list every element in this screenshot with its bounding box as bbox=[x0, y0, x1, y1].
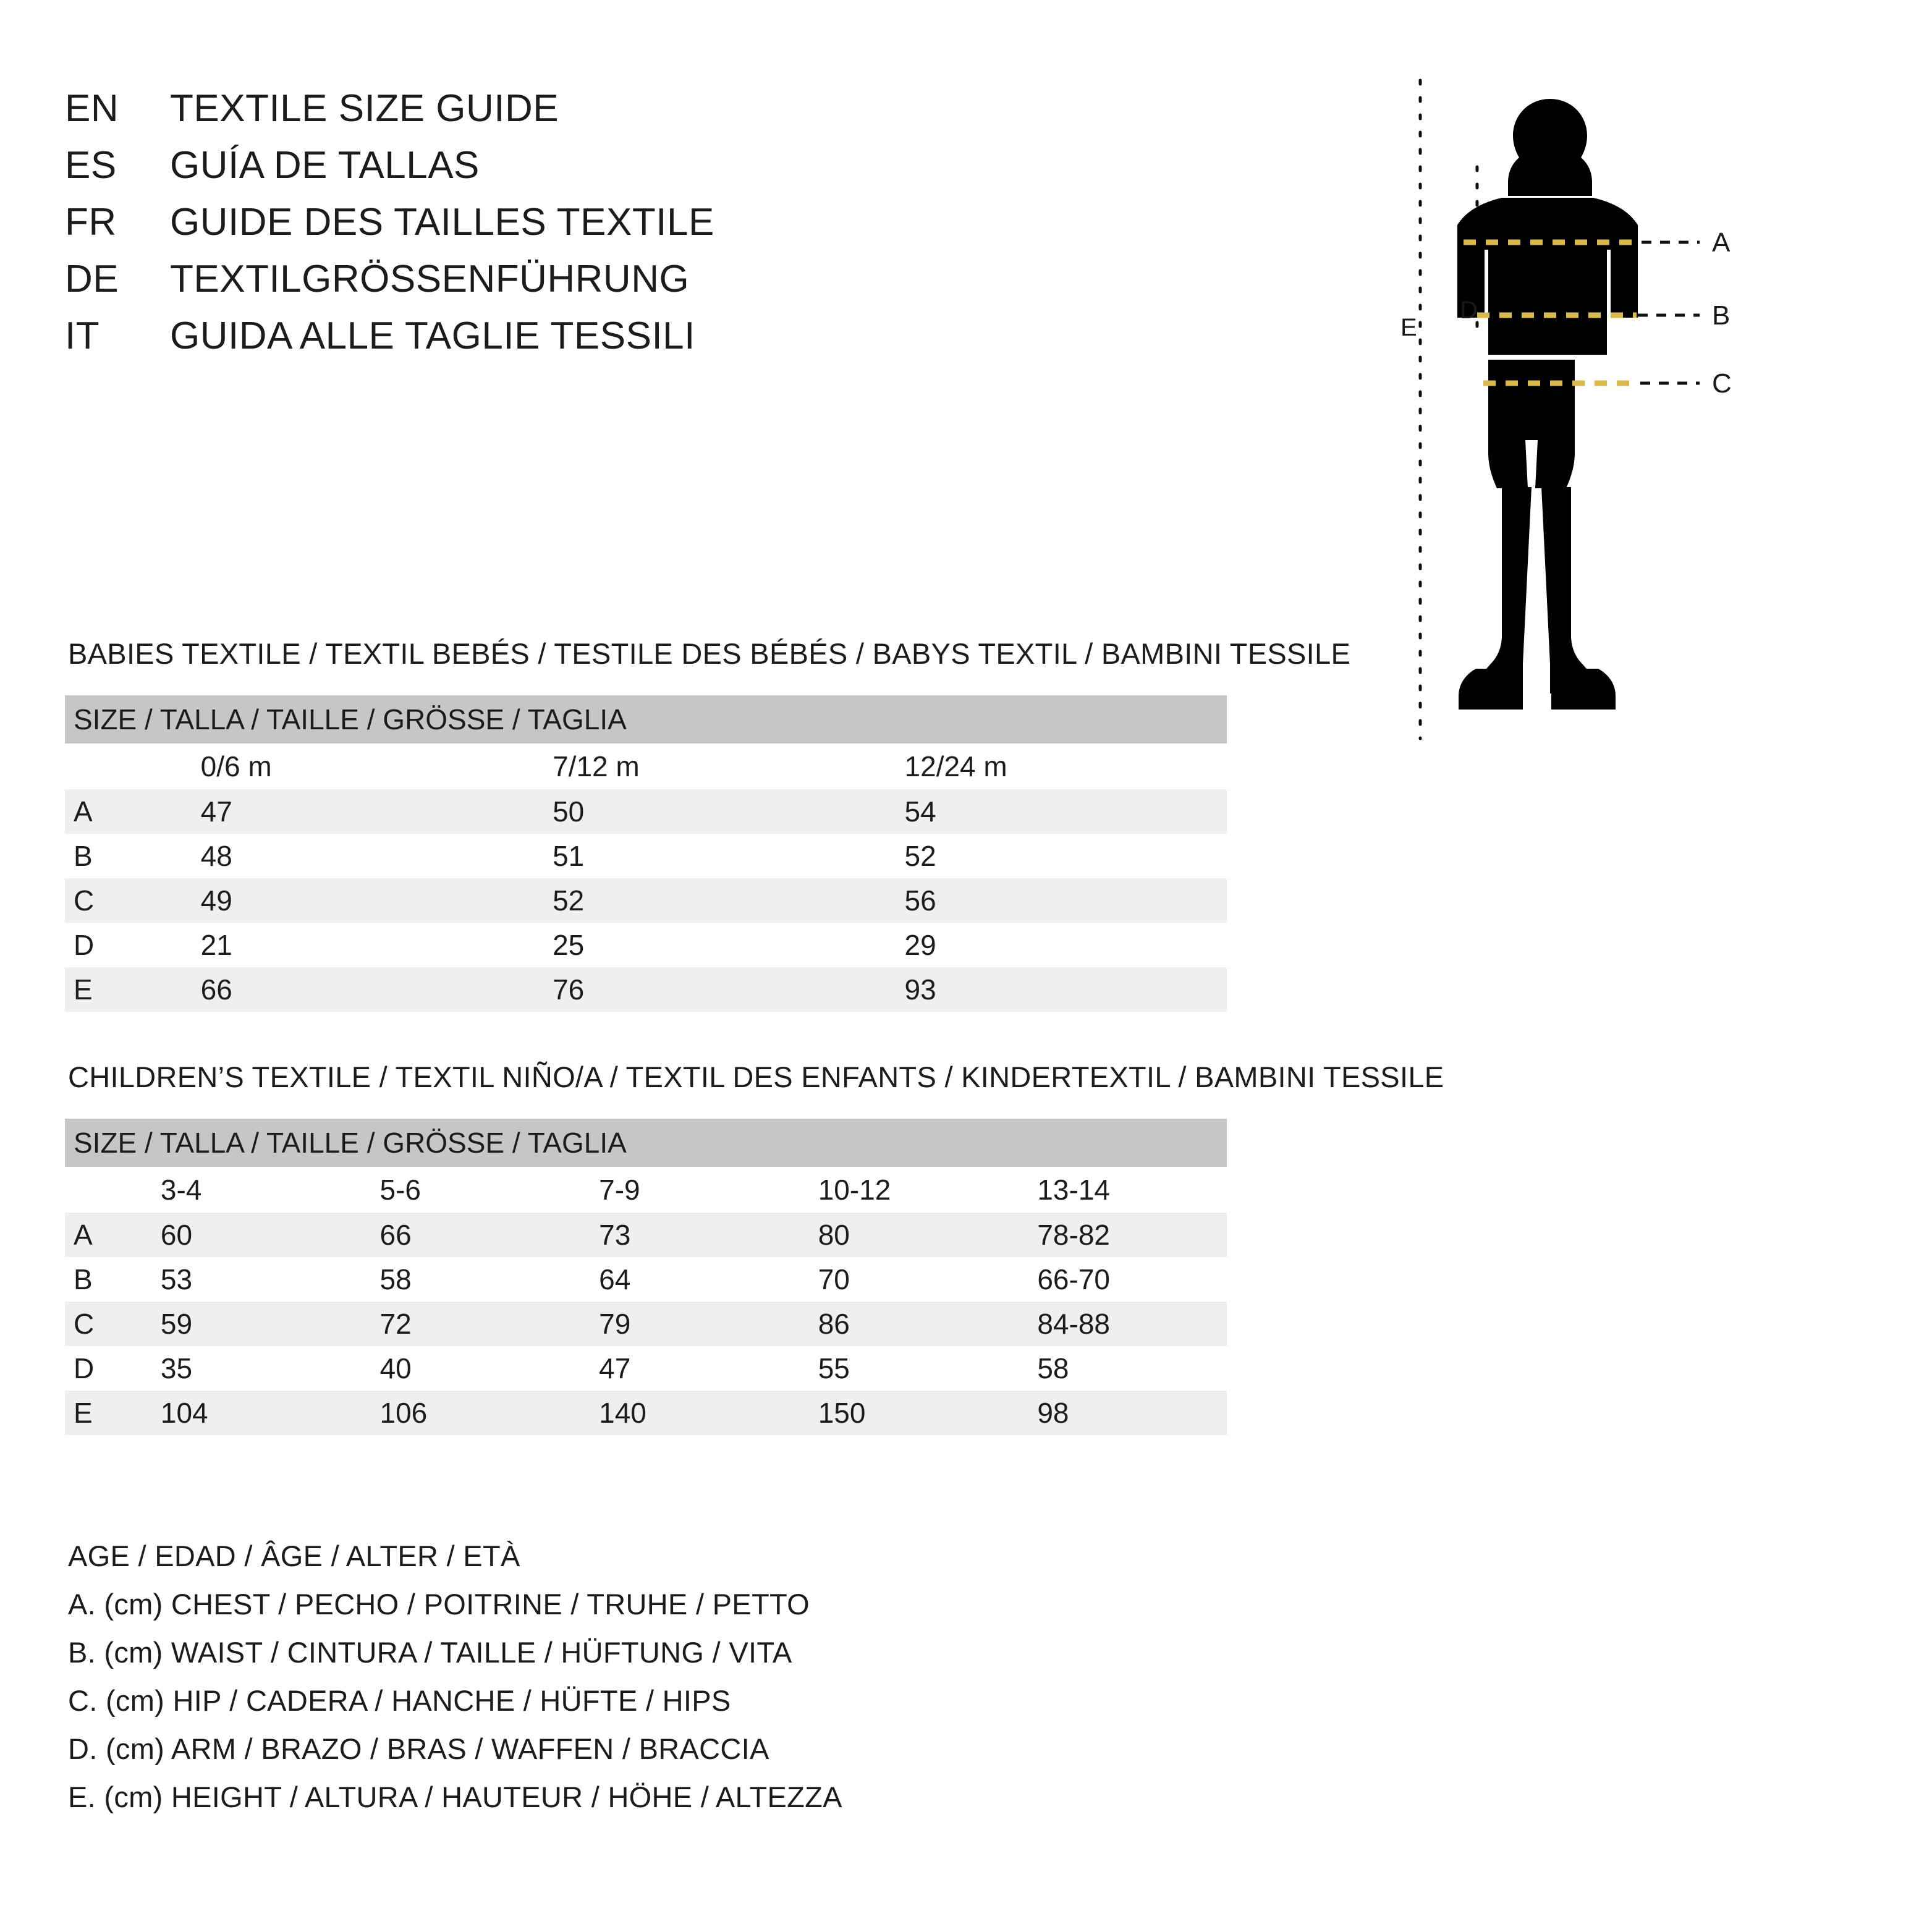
babies-column-0: 0/6 m bbox=[171, 744, 523, 789]
legend-line-hip: C. (cm) HIP / CADERA / HANCHE / HÜFTE / HIPS bbox=[68, 1684, 731, 1717]
row-cell: 47 bbox=[569, 1346, 789, 1391]
row-cell: 59 bbox=[131, 1302, 350, 1346]
row-cell: 58 bbox=[350, 1257, 570, 1302]
children-column-0: 3-4 bbox=[131, 1167, 350, 1213]
title-text-it: GUIDA ALLE TAGLIE TESSILI bbox=[170, 315, 695, 357]
title-row-de bbox=[65, 257, 1239, 314]
title-block bbox=[65, 87, 1239, 371]
row-cell: 80 bbox=[789, 1213, 1008, 1257]
child-silhouette bbox=[1457, 99, 1638, 710]
table-row bbox=[65, 1391, 1227, 1435]
row-cell: 21 bbox=[171, 923, 523, 967]
title-text-de: TEXTILGRÖSSENFÜHRUNG bbox=[170, 258, 690, 300]
title-row-it bbox=[65, 314, 1239, 371]
row-cell: 47 bbox=[171, 789, 523, 834]
table-header-row bbox=[65, 695, 1227, 744]
row-cell: 93 bbox=[875, 967, 1227, 1012]
language-code-it: IT bbox=[65, 315, 100, 357]
children-size-table bbox=[65, 1119, 1227, 1435]
table-row bbox=[65, 1257, 1227, 1302]
row-label: C bbox=[65, 1302, 131, 1346]
row-cell: 70 bbox=[789, 1257, 1008, 1302]
row-cell: 66-70 bbox=[1007, 1257, 1227, 1302]
children-column-1: 5-6 bbox=[350, 1167, 570, 1213]
children-column-2: 7-9 bbox=[569, 1167, 789, 1213]
row-cell: 106 bbox=[350, 1391, 570, 1435]
babies-column-1: 7/12 m bbox=[523, 744, 875, 789]
row-cell: 51 bbox=[523, 834, 875, 878]
row-label: D bbox=[65, 1346, 131, 1391]
row-cell: 98 bbox=[1007, 1391, 1227, 1435]
legend-line-chest: A. (cm) CHEST / PECHO / POITRINE / TRUHE / PETTO bbox=[68, 1588, 810, 1621]
empty-corner-cell bbox=[65, 1167, 131, 1213]
legend-line-arm: D. (cm) ARM / BRAZO / BRAS / WAFFEN / BRACCIA bbox=[68, 1732, 769, 1765]
table-row bbox=[65, 1302, 1227, 1346]
row-cell: 78-82 bbox=[1007, 1213, 1227, 1257]
title-text-fr: GUIDE DES TAILLES TEXTILE bbox=[170, 201, 714, 244]
row-cell: 54 bbox=[875, 789, 1227, 834]
row-label: E bbox=[65, 967, 171, 1012]
table-row bbox=[65, 923, 1227, 967]
row-cell: 25 bbox=[523, 923, 875, 967]
title-row-en bbox=[65, 87, 1239, 143]
measurement-diagram bbox=[1400, 74, 1854, 773]
language-code-en: EN bbox=[65, 87, 119, 130]
table-row bbox=[65, 789, 1227, 834]
row-cell: 50 bbox=[523, 789, 875, 834]
row-cell: 40 bbox=[350, 1346, 570, 1391]
title-row-fr bbox=[65, 200, 1239, 257]
legend-line-age: AGE / EDAD / ÂGE / ALTER / ETÀ bbox=[68, 1540, 520, 1572]
row-cell: 52 bbox=[523, 878, 875, 923]
row-cell: 60 bbox=[131, 1213, 350, 1257]
row-cell: 66 bbox=[171, 967, 523, 1012]
table-row bbox=[65, 834, 1227, 878]
babies-column-2: 12/24 m bbox=[875, 744, 1227, 789]
row-label: B bbox=[65, 1257, 131, 1302]
table-column-row bbox=[65, 744, 1227, 789]
row-cell: 29 bbox=[875, 923, 1227, 967]
row-cell: 76 bbox=[523, 967, 875, 1012]
row-label: A bbox=[65, 789, 171, 834]
label-c: C bbox=[1712, 368, 1732, 399]
legend-line-waist: B. (cm) WAIST / CINTURA / TAILLE / HÜFTUNG / VITA bbox=[68, 1636, 792, 1669]
title-text-en: TEXTILE SIZE GUIDE bbox=[170, 87, 559, 130]
row-label: C bbox=[65, 878, 171, 923]
children-column-4: 13-14 bbox=[1007, 1167, 1227, 1213]
row-cell: 73 bbox=[569, 1213, 789, 1257]
row-cell: 49 bbox=[171, 878, 523, 923]
table-row bbox=[65, 1346, 1227, 1391]
children-section-heading: CHILDREN’S TEXTILE / TEXTIL NIÑO/A / TEXTIL DES ENFANTS / KINDERTEXTIL / BAMBINI TESSILE bbox=[68, 1061, 1444, 1093]
empty-corner-cell bbox=[65, 744, 171, 789]
table-header-row bbox=[65, 1119, 1227, 1167]
row-cell: 79 bbox=[569, 1302, 789, 1346]
label-d: D bbox=[1460, 297, 1478, 324]
table-column-row bbox=[65, 1167, 1227, 1213]
row-cell: 55 bbox=[789, 1346, 1008, 1391]
babies-size-header: SIZE / TALLA / TAILLE / GRÖSSE / TAGLIA bbox=[65, 695, 1227, 744]
row-label: E bbox=[65, 1391, 131, 1435]
row-cell: 58 bbox=[1007, 1346, 1227, 1391]
language-code-de: DE bbox=[65, 258, 119, 300]
label-e: E bbox=[1400, 314, 1417, 341]
table-row bbox=[65, 967, 1227, 1012]
children-size-header: SIZE / TALLA / TAILLE / GRÖSSE / TAGLIA bbox=[65, 1119, 1227, 1167]
title-text-es: GUÍA DE TALLAS bbox=[170, 144, 480, 187]
row-cell: 150 bbox=[789, 1391, 1008, 1435]
table-row bbox=[65, 1213, 1227, 1257]
language-code-fr: FR bbox=[65, 201, 117, 244]
row-cell: 52 bbox=[875, 834, 1227, 878]
babies-size-table bbox=[65, 695, 1227, 1012]
row-cell: 56 bbox=[875, 878, 1227, 923]
row-label: B bbox=[65, 834, 171, 878]
label-b: B bbox=[1712, 300, 1731, 331]
language-code-es: ES bbox=[65, 144, 117, 187]
row-label: A bbox=[65, 1213, 131, 1257]
children-column-3: 10-12 bbox=[789, 1167, 1008, 1213]
row-cell: 84-88 bbox=[1007, 1302, 1227, 1346]
row-cell: 53 bbox=[131, 1257, 350, 1302]
row-cell: 104 bbox=[131, 1391, 350, 1435]
table-row bbox=[65, 878, 1227, 923]
legend-block bbox=[68, 1539, 1304, 1828]
legend-line-height: E. (cm) HEIGHT / ALTURA / HAUTEUR / HÖHE / ALTEZZA bbox=[68, 1781, 842, 1813]
row-cell: 72 bbox=[350, 1302, 570, 1346]
title-row-es bbox=[65, 143, 1239, 200]
row-cell: 35 bbox=[131, 1346, 350, 1391]
row-label: D bbox=[65, 923, 171, 967]
row-cell: 48 bbox=[171, 834, 523, 878]
row-cell: 86 bbox=[789, 1302, 1008, 1346]
babies-section-heading: BABIES TEXTILE / TEXTIL BEBÉS / TESTILE DES BÉBÉS / BABYS TEXTIL / BAMBINI TESSILE bbox=[68, 637, 1351, 670]
row-cell: 64 bbox=[569, 1257, 789, 1302]
label-a: A bbox=[1712, 227, 1731, 258]
row-cell: 66 bbox=[350, 1213, 570, 1257]
row-cell: 140 bbox=[569, 1391, 789, 1435]
